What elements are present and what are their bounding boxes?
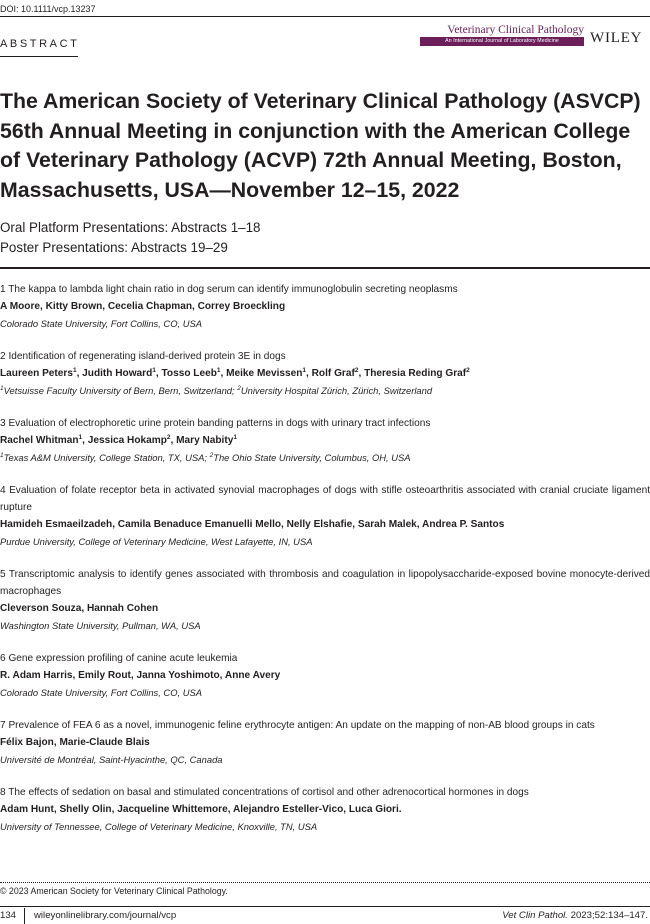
abstract-list xyxy=(0,281,650,835)
abstract-authors: Félix Bajon, Marie-Claude Blais xyxy=(0,737,150,748)
author-sup: 1 xyxy=(152,367,156,374)
author-name: Mary Nabity xyxy=(176,435,234,446)
subtitle-oral: Oral Platform Presentations: Abstracts 1–18 xyxy=(0,220,261,235)
abstract-6 xyxy=(0,650,650,701)
abstract-authors: Adam Hunt, Shelly Olin, Jacqueline Whittemore, Alejandro Esteller-Vico, Luca Giori. xyxy=(0,804,402,815)
abstract-8 xyxy=(0,784,650,835)
journal-logo[interactable] xyxy=(420,24,584,46)
abstract-title xyxy=(0,348,650,365)
abstract-authors: Hamideh Esmaeilzadeh, Camila Benaduce Emanuelli Mello, Nelly Elshafie, Sarah Malek, Andrea P. Santos xyxy=(0,519,505,530)
abstract-title xyxy=(0,717,650,734)
abstract-title-text: Transcriptomic analysis to identify genes associated with thrombosis and coagulation in lipopolysaccharide-exposed bovine monocyte-derived macrophages xyxy=(0,569,650,597)
abstract-title-text: The effects of sedation on basal and stimulated concentrations of cortisol and other adrenocortical hormones in dogs xyxy=(8,787,529,798)
author-sup: 2 xyxy=(354,367,359,374)
abstract-title xyxy=(0,482,650,516)
citation xyxy=(502,910,648,921)
abstract-4 xyxy=(0,482,650,550)
abstract-number: 3 xyxy=(0,418,6,429)
affil-text: The Ohio State University, Columbus, OH, USA xyxy=(213,452,411,463)
author-sup: 1 xyxy=(78,434,83,441)
abstract-affiliation: Colorado State University, Fort Collins, CO, USA xyxy=(0,687,202,698)
abstract-authors: A Moore, Kitty Brown, Cecelia Chapman, Correy Broeckling xyxy=(0,301,286,312)
abstract-title-text: Identification of regenerating island-derived protein 3E in dogs xyxy=(8,351,286,362)
author-sup: 2 xyxy=(166,434,171,441)
article-title: The American Society of Veterinary Clinical Pathology (ASVCP) 56th Annual Meeting in conjunction with the American College of Veterinary Pathology (ACVP) 72th Annual Meeting, Boston, Massachusetts, USA—November 12–15, 2022 xyxy=(0,89,641,202)
section-underline xyxy=(0,56,78,57)
abstract-title-text: Evaluation of electrophoretic urine protein banding patterns in dogs with urinary tract infections xyxy=(8,418,431,429)
author-name: Judith Howard xyxy=(82,368,153,379)
abstract-title xyxy=(0,281,650,298)
citation-detail: 2023;52:134–147. xyxy=(567,910,648,921)
abstract-authors: Cleverson Souza, Hannah Cohen xyxy=(0,603,159,614)
abstract-number: 7 xyxy=(0,720,6,731)
author-name: Tosso Leeb xyxy=(161,368,217,379)
abstract-number: 1 xyxy=(0,284,6,295)
affil-sup: 2 xyxy=(237,385,241,392)
page-footer-divider xyxy=(0,906,650,907)
abstract-7 xyxy=(0,717,650,768)
abstract-title-text: Gene expression profiling of canine acute leukemia xyxy=(8,653,238,664)
abstract-number: 5 xyxy=(0,569,6,580)
abstract-1 xyxy=(0,281,650,332)
author-name: Laureen Peters xyxy=(0,368,73,379)
abstract-affiliation: University of Tennessee, College of Veterinary Medicine, Knoxville, TN, USA xyxy=(0,821,318,832)
top-divider xyxy=(0,16,650,17)
affil-sup: 1 xyxy=(0,452,4,459)
abstract-authors: Laureen Peters$^1$, Judith Howard$^1$, Tosso Leeb$^1$, Meike Mevissen$^1$, Rolf Graf$^2$, Theresia Reding Graf$^2$ xyxy=(0,367,470,379)
author-name: Jessica Hokamp xyxy=(87,435,167,446)
footer-separator xyxy=(24,908,25,924)
author-sup: 2 xyxy=(466,367,470,374)
abstract-affiliation: Washington State University, Pullman, WA, USA xyxy=(0,620,201,631)
abstract-title-text: Prevalence of FEA 6 as a novel, immunogenic feline erythrocyte antigen: An update on the mapping of non-AB blood groups in cats xyxy=(8,720,595,731)
abstract-3 xyxy=(0,415,650,466)
abstract-number: 8 xyxy=(0,787,6,798)
affil-text: Vetsuisse Faculty University of Bern, Bern, Switzerland; xyxy=(3,385,238,396)
author-sup: 1 xyxy=(302,367,307,374)
abstract-affiliation: Purdue University, College of Veterinary Medicine, West Lafayette, IN, USA xyxy=(0,536,313,547)
abstract-title-text: Evaluation of folate receptor beta in activated synovial macrophages of dogs with stifle osteoarthritis associated with cranial cruciate ligament rupture xyxy=(0,485,650,513)
affil-text: University Hospital Zürich, Zürich, Switzerland xyxy=(240,385,433,396)
abstract-affiliation: Université de Montréal, Saint-Hyacinthe, QC, Canada xyxy=(0,754,223,765)
abstract-title-text: The kappa to lambda light chain ratio in dog serum can identify immunoglobulin secreting neoplasms xyxy=(8,284,458,295)
journal-name: Veterinary Clinical Pathology xyxy=(447,24,584,36)
journal-subtitle: An International Journal of Laboratory Medicine xyxy=(445,38,559,44)
citation-journal: Vet Clin Pathol. xyxy=(502,910,568,921)
author-name: Rolf Graf xyxy=(311,368,355,379)
abstract-authors: Rachel Whitman$^1$, Jessica Hokamp$^2$, Mary Nabity$^1$ xyxy=(0,434,237,446)
footer-divider xyxy=(0,882,650,883)
affil-sup: 1 xyxy=(0,385,4,392)
abstract-number: 2 xyxy=(0,351,6,362)
abstract-title xyxy=(0,784,650,801)
publisher-logo[interactable]: WILEY xyxy=(590,30,643,46)
author-sup: 1 xyxy=(233,434,237,441)
copyright: © 2023 American Society for Veterinary Clinical Pathology. xyxy=(0,886,228,896)
abstract-2 xyxy=(0,348,650,399)
page-number: 134 xyxy=(0,910,17,921)
title-divider xyxy=(0,267,650,269)
abstract-authors: R. Adam Harris, Emily Rout, Janna Yoshimoto, Anne Avery xyxy=(0,670,281,681)
author-name: Rachel Whitman xyxy=(0,435,79,446)
author-sup: 1 xyxy=(216,367,221,374)
abstract-5 xyxy=(0,566,650,634)
abstract-number: 4 xyxy=(0,485,6,496)
abstract-number: 6 xyxy=(0,653,6,664)
doi-label: DOI: 10.1111/vcp.13237 xyxy=(0,4,96,14)
abstract-affiliation xyxy=(0,449,650,466)
author-name: Meike Mevissen xyxy=(226,368,303,379)
affil-sup: 2 xyxy=(209,452,214,459)
journal-website-link[interactable]: wileyonlinelibrary.com/journal/vcp xyxy=(34,910,177,921)
subtitle-poster: Poster Presentations: Abstracts 19–29 xyxy=(0,240,228,255)
author-name: Theresia Reding Graf xyxy=(364,368,467,379)
abstract-title xyxy=(0,566,650,600)
affil-text: Texas A&M University, College Station, TX, USA; xyxy=(3,452,210,463)
author-sup: 1 xyxy=(72,367,77,374)
abstract-title xyxy=(0,650,650,667)
abstract-title xyxy=(0,415,650,432)
abstract-affiliation: Colorado State University, Fort Collins, CO, USA xyxy=(0,318,202,329)
abstract-affiliation xyxy=(0,382,650,399)
section-label: ABSTRACT xyxy=(0,38,80,50)
